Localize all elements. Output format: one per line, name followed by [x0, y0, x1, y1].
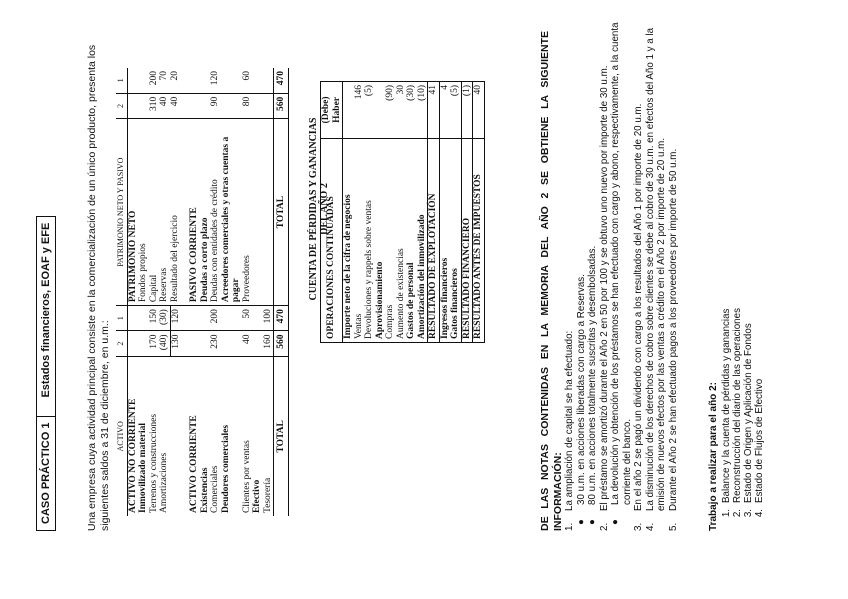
comerciales-y1: 200	[210, 306, 221, 331]
capital-y1: 200	[149, 68, 160, 93]
subtotal-inmovilizado-y2: 130	[170, 331, 181, 356]
pyg-row-label: RESULTADO ANTES DE IMPUESTOS	[473, 174, 483, 339]
pyg-row-value: (1)	[461, 82, 473, 139]
header-year-1: 1	[116, 306, 127, 331]
pyg-row-label: Ventas	[353, 313, 364, 339]
header-year-1: 1	[116, 68, 127, 93]
title-divider	[37, 404, 55, 417]
case-label: CASO PRÁCTICO 1	[40, 422, 52, 524]
pyg-row-value: (10)	[417, 82, 428, 139]
activo-no-corriente: ACTIVO NO CORRIENTE	[127, 398, 138, 513]
note-text: 80 u.m. en acciones totalmente suscritas y desembolsadas.	[587, 245, 598, 505]
pyg-row-value	[375, 82, 386, 139]
fondos-propios: Fondos propios	[138, 119, 149, 306]
capital-label: Capital	[149, 119, 160, 306]
pyg-row-value: 30	[396, 82, 407, 139]
task-number: 2.	[732, 509, 743, 518]
notes-title: DE LAS NOTAS CONTENIDAS EN LA MEMORIA DEL AÑO 2 SE OBTIENE LA SIGUIENTE INFORMACIÓN:	[539, 31, 564, 531]
total-activo-y2: 560	[274, 331, 289, 356]
pyg-row-value: 41	[428, 82, 440, 139]
task-text: Estado de Origen y Aplicación de Fondos	[743, 323, 754, 503]
note-text: 30 u.m. en acciones liberadas con cargo a Reservas.	[575, 274, 587, 505]
pyg-title: CUENTA DE PÉRDIDAS Y GANANCIAS DEL AÑO 2	[308, 117, 330, 301]
pyg-row-value: (90)	[385, 82, 396, 139]
intro-paragraph: Una empresa cuya actividad principal consiste en la comercialización de un único producto, presenta los siguientes saldos a 31 de diciembre, en u.m.:	[86, 44, 111, 531]
pyg-row-label: Ingresos financieros	[439, 257, 450, 339]
comerciales-label: Comerciales	[210, 465, 220, 513]
header-year-2: 2	[116, 331, 127, 356]
header-activo: ACTIVO	[116, 356, 127, 516]
pyg-row-value: 4	[439, 82, 450, 139]
note-text: La ampliación de capital se ha efectuado:	[564, 330, 575, 511]
subtotal-inmovilizado-y1: 120	[170, 306, 181, 331]
task-text: Balance y la cuenta de pérdidas y ganancias	[721, 308, 732, 503]
pyg-header: OPERACIONES CONTINUADAS	[321, 138, 343, 342]
deudas-credito-y2: 90	[210, 93, 221, 118]
header-pasivo: PATRIMONIO NETO Y PASIVO	[116, 119, 127, 306]
note-text: La devolución y obtención de los préstamos se han efectuado con cargo y abono, respectivamente, a la cuenta corriente del banco.	[610, 22, 633, 505]
amortizaciones-label: Amortizaciones	[159, 452, 169, 513]
note-number: 2.	[598, 522, 610, 531]
pyg-header-value: (Debe) Haber	[321, 82, 343, 139]
resultado-ejercicio-y1: 20	[170, 68, 181, 93]
pasivo-corriente: PASIVO CORRIENTE	[189, 119, 200, 306]
case-title-box	[36, 216, 56, 531]
note-text: En el año 2 se pagó un dividendo con cargo a los resultados del Año 1 por importe de 20 u.m.	[633, 103, 644, 511]
proveedores-y2: 80	[242, 93, 253, 118]
task-number: 3.	[743, 509, 754, 518]
deudas-credito-y1: 120	[210, 68, 221, 93]
terrenos-y1: 150	[149, 306, 160, 331]
reservas-y2: 40	[159, 93, 170, 118]
clientes-y1: 50	[242, 306, 253, 331]
pyg-row-value: (5)	[450, 82, 461, 139]
efectivo: Efectivo	[252, 479, 262, 513]
pyg-row-label: Aumento de existencias	[395, 248, 406, 339]
bullet-icon: ●	[587, 519, 598, 525]
reservas-label: Reservas	[159, 119, 170, 306]
deudores-comerciales: Deudores comerciales	[220, 424, 231, 513]
pyg-row-value: (5)	[364, 82, 375, 139]
pyg-row-label: Compras	[385, 304, 395, 339]
tesoreria-label: Tesorería	[262, 477, 273, 513]
reservas-y1: 70	[159, 68, 170, 93]
proveedores-label: Proveedores	[242, 119, 253, 306]
total-pasivo-y2: 560	[274, 93, 289, 118]
pyg-row-label: RESULTADO DE EXPLOTACIÓN	[428, 138, 440, 342]
pyg-row-value: (30)	[406, 82, 417, 139]
amortizaciones-y1: (30)	[159, 306, 170, 331]
task-number: 4.	[754, 509, 765, 518]
deudas-corto-plazo: Deudas a corto plazo	[200, 119, 211, 306]
note-text: El préstamo se amortizó durante el Año 2 en 50 por 100 y se obtuvo uno nuevo por importe de 30 u.m.	[598, 65, 610, 511]
task-text: Reconstrucción del diario de las operaciones	[732, 308, 743, 503]
header-year-2: 2	[116, 93, 127, 118]
comerciales-y2: 230	[210, 331, 221, 356]
tasks-title: Trabajo a realizar para el año 2:	[708, 382, 719, 531]
pyg-row-label: Aprovisionamiento	[374, 261, 385, 339]
patrimonio-neto: PATRIMONIO NETO	[127, 119, 138, 306]
resultado-ejercicio-label: Resultado del ejercicio	[170, 119, 181, 306]
amortizaciones-y2: (40)	[159, 331, 170, 356]
inmovilizado-material: Inmovilizado material	[138, 423, 148, 513]
case-title: Estados financieros, EOAF y EFE	[40, 222, 52, 398]
notes-list	[564, 21, 679, 531]
pyg-row-label: Importe neto de la cifra de negocios	[343, 194, 353, 339]
income-statement-table	[320, 81, 485, 343]
existencias: Existencias	[199, 467, 210, 513]
activo-corriente: ACTIVO CORRIENTE	[189, 415, 199, 513]
capital-y2: 310	[149, 93, 160, 118]
pyg-row-label: Devoluciones y rappels sobre ventas	[364, 200, 374, 339]
proveedores-y1: 60	[242, 68, 253, 93]
acreedores-comerciales: Acreedores comerciales y otras cuentas a pagar	[221, 119, 242, 306]
task-number: 1.	[721, 509, 732, 518]
tesoreria-y2: 160	[263, 331, 274, 356]
total-pasivo-y1: 470	[274, 68, 289, 93]
tasks-list	[721, 308, 765, 531]
terrenos-y2: 170	[149, 331, 160, 356]
note-number: 5.	[667, 522, 679, 531]
deudas-credito-label: Deudas con entidades de crédito	[210, 119, 221, 306]
note-number: 1.	[564, 522, 575, 531]
note-number: 4.	[644, 522, 656, 531]
task-text: Estado de Flujos de Efectivo	[754, 378, 765, 503]
balance-sheet-table	[116, 68, 289, 516]
pyg-row-label: RESULTADO FINANCIERO	[461, 138, 473, 342]
total-activo-y1: 470	[274, 306, 289, 331]
bullet-icon: ●	[610, 519, 621, 525]
total-activo-label: TOTAL	[274, 356, 289, 516]
total-pasivo-label: TOTAL	[274, 119, 289, 306]
pyg-row-value	[343, 82, 354, 139]
pyg-row-label: Gatos financieros	[450, 268, 460, 339]
pyg-row-label: Amortización del inmovilizado	[416, 214, 427, 339]
pyg-row-value: 40	[473, 82, 485, 139]
note-text: La disminución de los derechos de cobro sobre clientes se debe al cobro de 30 u.m. en efectos del Año 1 y a la emisión de nuevos efectos por las ventas a crédito en el Año 2 por importe de 20 u.m.	[644, 27, 667, 511]
terrenos-label: Terrenos y construcciones	[148, 413, 159, 513]
clientes-y2: 40	[242, 331, 253, 356]
note-text: Durante el Año 2 se han efectuado pagos a los proveedores por importe de 50 u.m.	[667, 148, 679, 511]
resultado-ejercicio-y2: 40	[170, 93, 181, 118]
note-number: 3.	[633, 522, 644, 531]
clientes-label: Clientes por ventas	[241, 440, 252, 513]
bullet-icon: ●	[575, 519, 587, 525]
pyg-row-value: 146	[354, 82, 365, 139]
tesoreria-y1: 100	[263, 306, 274, 331]
pyg-row-label: Gastos de personal	[406, 262, 416, 339]
